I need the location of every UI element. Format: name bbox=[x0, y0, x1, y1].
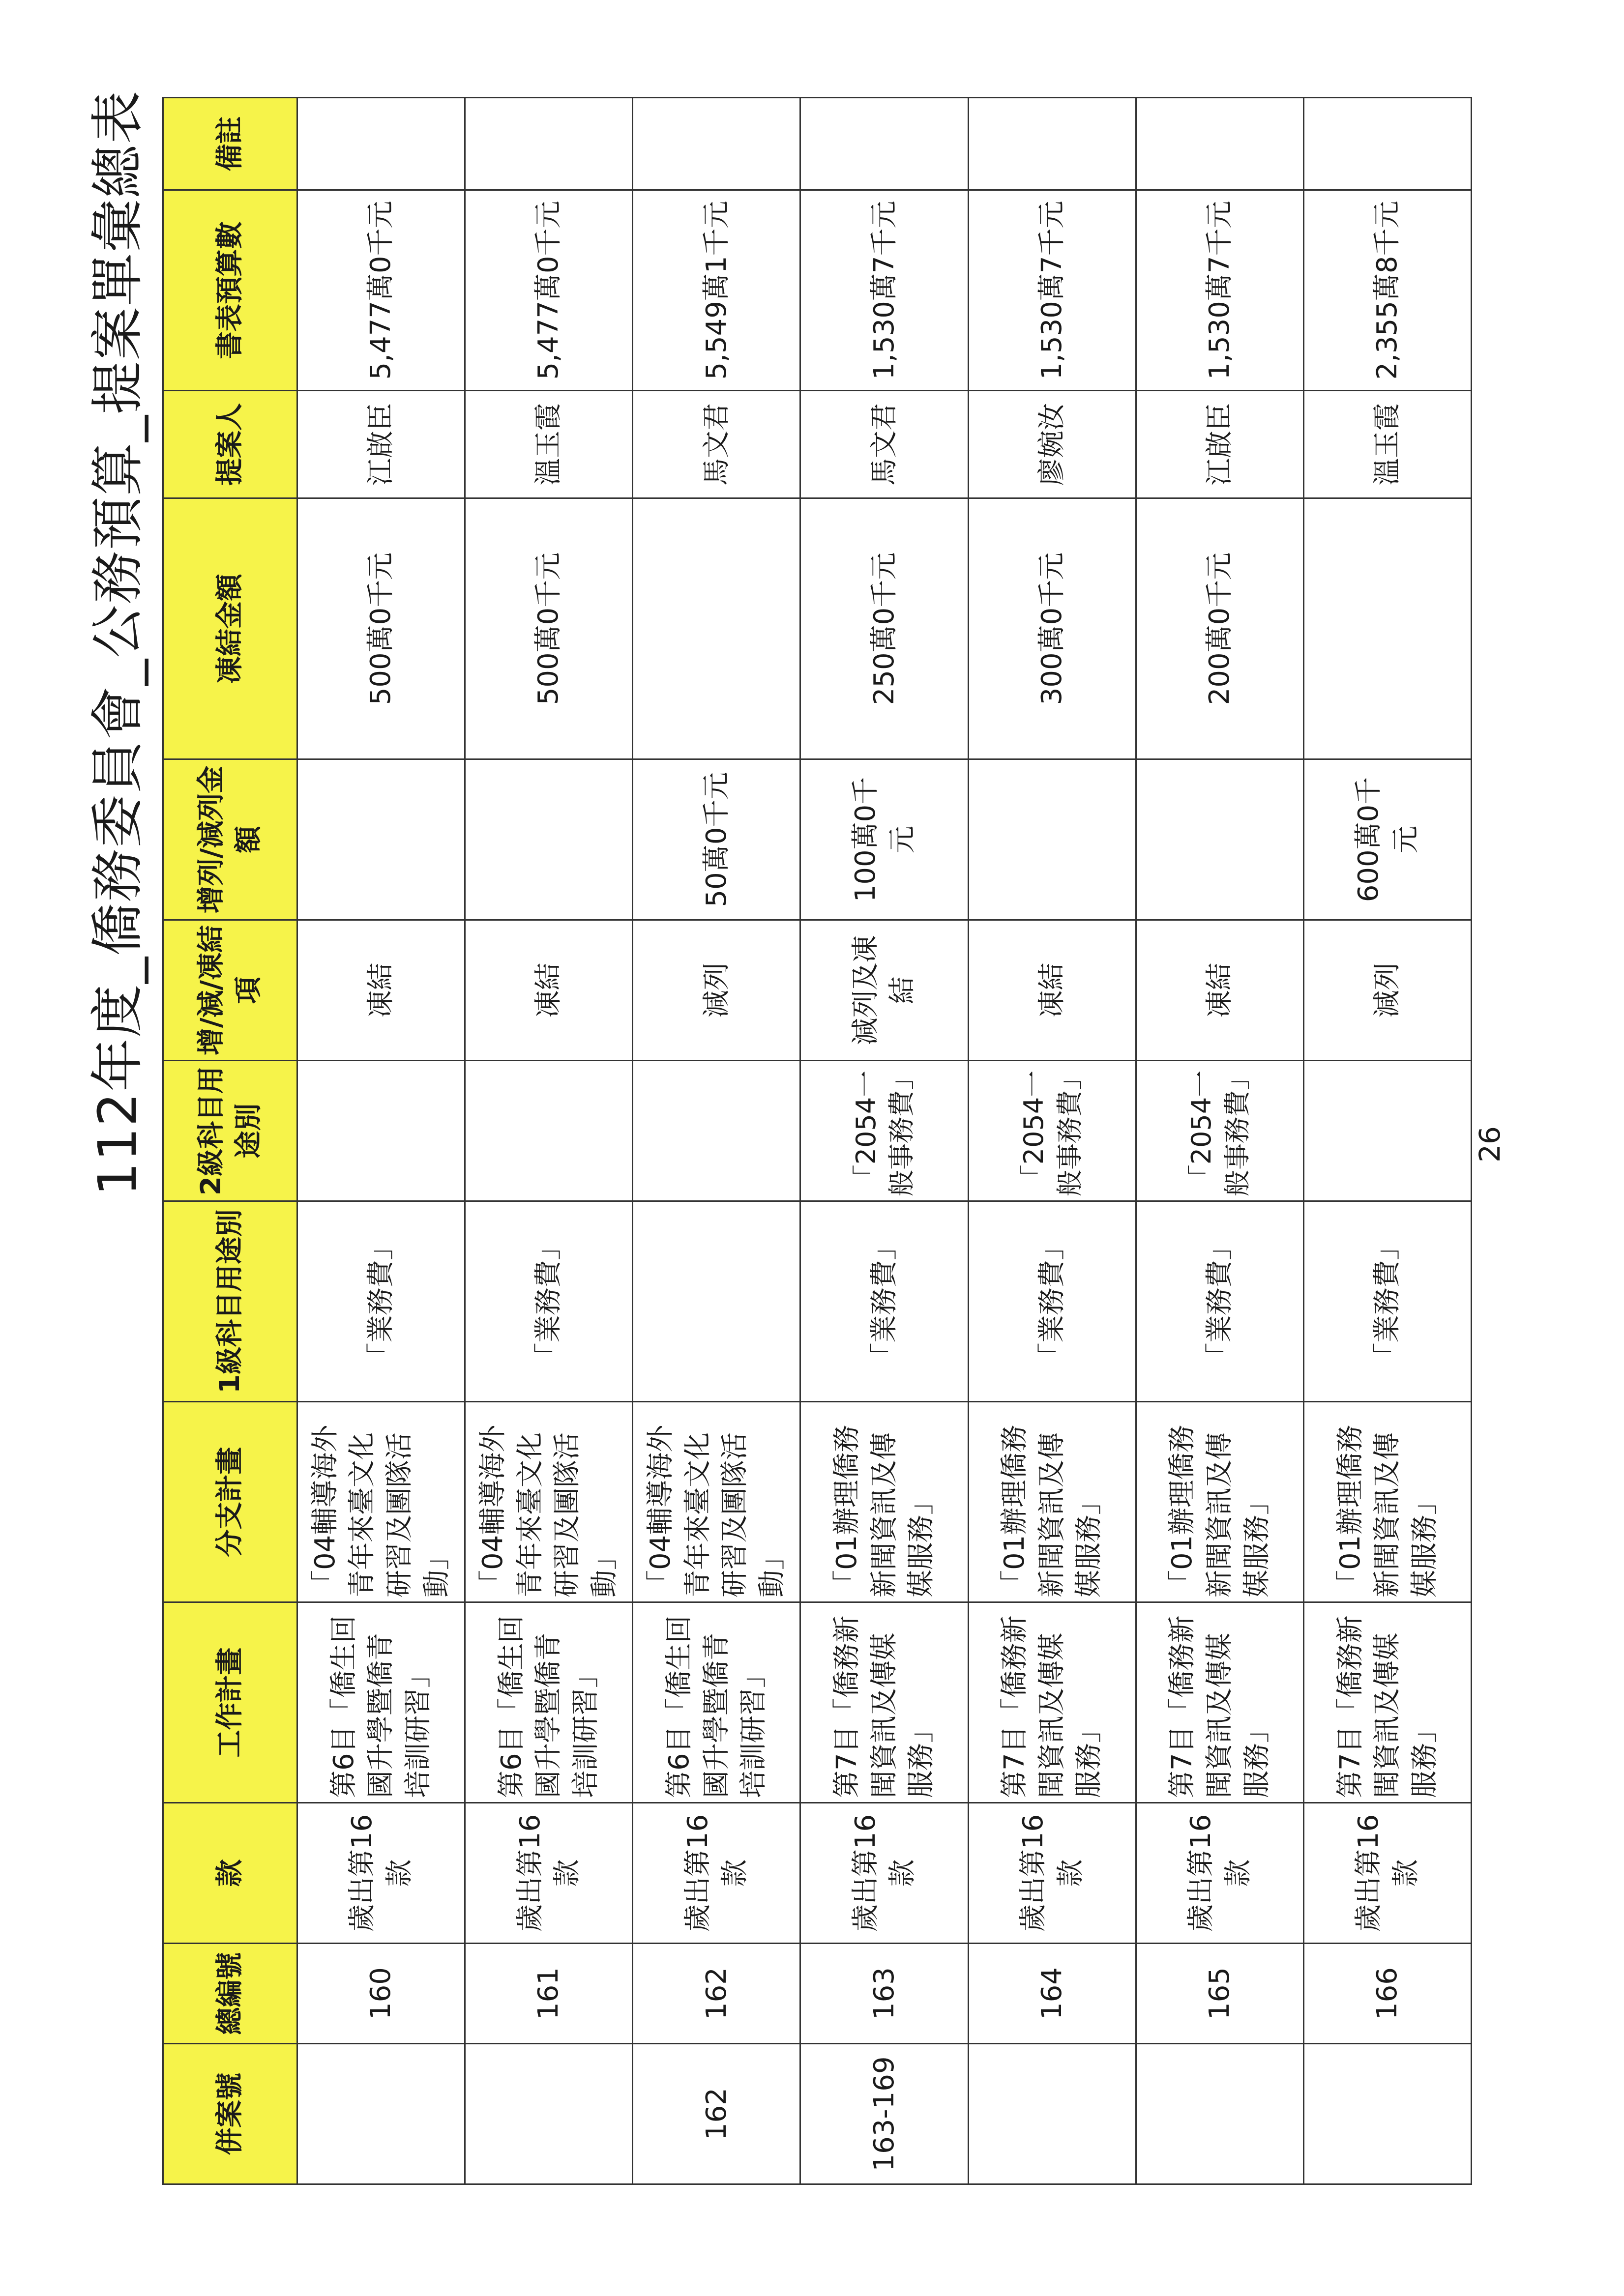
cell-level1: 「業務費」 bbox=[1303, 1201, 1471, 1402]
cell-budget: 5,549萬1千元 bbox=[633, 190, 800, 391]
cell-branch-plan: 「01辦理僑務新聞資訊及傳媒服務」 bbox=[1136, 1402, 1303, 1602]
cell-freeze-amount: 300萬0千元 bbox=[968, 498, 1136, 759]
cell-level2 bbox=[297, 1061, 465, 1201]
cell-freeze-amount: 500萬0千元 bbox=[297, 498, 465, 759]
cell-number: 166 bbox=[1303, 1944, 1471, 2044]
page-number: 26 bbox=[1473, 1126, 1506, 1163]
cell-work-plan: 第6目「僑生回國升學暨僑青培訓研習」 bbox=[465, 1602, 633, 1803]
summary-table bbox=[162, 97, 1472, 2185]
cell-freeze-amount: 250萬0千元 bbox=[800, 498, 968, 759]
cell-kuan: 歲出第16款 bbox=[297, 1803, 465, 1944]
cell-branch-plan: 「01辦理僑務新聞資訊及傳媒服務」 bbox=[968, 1402, 1136, 1602]
table-row bbox=[465, 98, 633, 2184]
cell-proposer: 馬文君 bbox=[800, 391, 968, 498]
header-row bbox=[163, 98, 297, 2184]
cell-change-amount: 600萬0千元 bbox=[1303, 759, 1471, 920]
cell-level2 bbox=[465, 1061, 633, 1201]
cell-note bbox=[1303, 98, 1471, 190]
col-header-budget: 書表預算數 bbox=[163, 190, 297, 391]
cell-change-amount bbox=[297, 759, 465, 920]
document-title: 112年度_僑務委員會_公務預算_提案單彙總表 bbox=[87, 89, 149, 1196]
cell-note bbox=[1136, 98, 1303, 190]
cell-number: 162 bbox=[633, 1944, 800, 2044]
cell-change-amount: 50萬0千元 bbox=[633, 759, 800, 920]
cell-kuan: 歲出第16款 bbox=[633, 1803, 800, 1944]
cell-action: 凍結 bbox=[465, 920, 633, 1061]
cell-level1 bbox=[633, 1201, 800, 1402]
cell-merge bbox=[1303, 2044, 1471, 2184]
cell-merge: 162 bbox=[633, 2044, 800, 2184]
col-header-proposer: 提案人 bbox=[163, 391, 297, 498]
cell-number: 161 bbox=[465, 1944, 633, 2044]
cell-note bbox=[800, 98, 968, 190]
cell-level2: 「2054一般事務費」 bbox=[968, 1061, 1136, 1201]
cell-work-plan: 第7目「僑務新聞資訊及傳媒服務」 bbox=[968, 1602, 1136, 1803]
cell-level1: 「業務費」 bbox=[297, 1201, 465, 1402]
cell-change-amount: 100萬0千元 bbox=[800, 759, 968, 920]
col-header-note: 備註 bbox=[163, 98, 297, 190]
cell-work-plan: 第6目「僑生回國升學暨僑青培訓研習」 bbox=[633, 1602, 800, 1803]
cell-freeze-amount bbox=[1303, 498, 1471, 759]
cell-change-amount bbox=[968, 759, 1136, 920]
col-header-action: 增/減/凍結項 bbox=[163, 920, 297, 1061]
cell-merge bbox=[968, 2044, 1136, 2184]
cell-kuan: 歲出第16款 bbox=[1136, 1803, 1303, 1944]
cell-branch-plan: 「01辦理僑務新聞資訊及傳媒服務」 bbox=[800, 1402, 968, 1602]
col-header-change-amount: 增列/減列金額 bbox=[163, 759, 297, 920]
table-row bbox=[968, 98, 1136, 2184]
cell-freeze-amount bbox=[633, 498, 800, 759]
col-header-freeze-amount: 凍結金額 bbox=[163, 498, 297, 759]
cell-note bbox=[633, 98, 800, 190]
cell-merge bbox=[1136, 2044, 1303, 2184]
cell-freeze-amount: 500萬0千元 bbox=[465, 498, 633, 759]
cell-proposer: 溫玉霞 bbox=[465, 391, 633, 498]
cell-work-plan: 第6目「僑生回國升學暨僑青培訓研習」 bbox=[297, 1602, 465, 1803]
cell-level2: 「2054一般事務費」 bbox=[1136, 1061, 1303, 1201]
cell-proposer: 廖婉汝 bbox=[968, 391, 1136, 498]
cell-action: 凍結 bbox=[297, 920, 465, 1061]
table-row bbox=[1303, 98, 1471, 2184]
cell-proposer: 溫玉霞 bbox=[1303, 391, 1471, 498]
cell-work-plan: 第7目「僑務新聞資訊及傳媒服務」 bbox=[1303, 1602, 1471, 1803]
table-row bbox=[1136, 98, 1303, 2184]
cell-level1: 「業務費」 bbox=[1136, 1201, 1303, 1402]
table-row bbox=[297, 98, 465, 2184]
cell-level2 bbox=[633, 1061, 800, 1201]
table-row bbox=[800, 98, 968, 2184]
cell-budget: 1,530萬7千元 bbox=[800, 190, 968, 391]
cell-budget: 1,530萬7千元 bbox=[968, 190, 1136, 391]
cell-level1: 「業務費」 bbox=[465, 1201, 633, 1402]
cell-change-amount bbox=[465, 759, 633, 920]
cell-merge bbox=[465, 2044, 633, 2184]
cell-kuan: 歲出第16款 bbox=[968, 1803, 1136, 1944]
cell-kuan: 歲出第16款 bbox=[800, 1803, 968, 1944]
cell-action: 減列及凍結 bbox=[800, 920, 968, 1061]
cell-level2 bbox=[1303, 1061, 1471, 1201]
cell-branch-plan: 「04輔導海外青年來臺文化研習及團隊活動」 bbox=[297, 1402, 465, 1602]
col-header-merge: 併案號 bbox=[163, 2044, 297, 2184]
cell-note bbox=[297, 98, 465, 190]
cell-level1: 「業務費」 bbox=[968, 1201, 1136, 1402]
cell-action: 凍結 bbox=[1136, 920, 1303, 1061]
cell-number: 160 bbox=[297, 1944, 465, 2044]
cell-note bbox=[968, 98, 1136, 190]
cell-action: 減列 bbox=[633, 920, 800, 1061]
col-header-level1: 1級科目用途別 bbox=[163, 1201, 297, 1402]
col-header-number: 總編號 bbox=[163, 1944, 297, 2044]
cell-budget: 1,530萬7千元 bbox=[1136, 190, 1303, 391]
cell-action: 凍結 bbox=[968, 920, 1136, 1061]
cell-change-amount bbox=[1136, 759, 1303, 920]
cell-freeze-amount: 200萬0千元 bbox=[1136, 498, 1303, 759]
cell-branch-plan: 「04輔導海外青年來臺文化研習及團隊活動」 bbox=[465, 1402, 633, 1602]
cell-budget: 5,477萬0千元 bbox=[297, 190, 465, 391]
cell-kuan: 歲出第16款 bbox=[1303, 1803, 1471, 1944]
cell-note bbox=[465, 98, 633, 190]
cell-number: 163 bbox=[800, 1944, 968, 2044]
table-row bbox=[633, 98, 800, 2184]
col-header-level2: 2級科目用途別 bbox=[163, 1061, 297, 1201]
cell-merge bbox=[297, 2044, 465, 2184]
col-header-kuan: 款 bbox=[163, 1803, 297, 1944]
cell-proposer: 江啟臣 bbox=[297, 391, 465, 498]
cell-branch-plan: 「01辦理僑務新聞資訊及傳媒服務」 bbox=[1303, 1402, 1471, 1602]
col-header-work-plan: 工作計畫 bbox=[163, 1602, 297, 1803]
summary-table-container bbox=[162, 98, 1472, 2185]
cell-work-plan: 第7目「僑務新聞資訊及傳媒服務」 bbox=[1136, 1602, 1303, 1803]
cell-level2: 「2054一般事務費」 bbox=[800, 1061, 968, 1201]
cell-proposer: 江啟臣 bbox=[1136, 391, 1303, 498]
cell-number: 165 bbox=[1136, 1944, 1303, 2044]
col-header-branch-plan: 分支計畫 bbox=[163, 1402, 297, 1602]
cell-budget: 2,355萬8千元 bbox=[1303, 190, 1471, 391]
cell-proposer: 馬文君 bbox=[633, 391, 800, 498]
cell-merge: 163-169 bbox=[800, 2044, 968, 2184]
cell-kuan: 歲出第16款 bbox=[465, 1803, 633, 1944]
cell-level1: 「業務費」 bbox=[800, 1201, 968, 1402]
cell-work-plan: 第7目「僑務新聞資訊及傳媒服務」 bbox=[800, 1602, 968, 1803]
cell-branch-plan: 「04輔導海外青年來臺文化研習及團隊活動」 bbox=[633, 1402, 800, 1602]
cell-budget: 5,477萬0千元 bbox=[465, 190, 633, 391]
cell-number: 164 bbox=[968, 1944, 1136, 2044]
cell-action: 減列 bbox=[1303, 920, 1471, 1061]
